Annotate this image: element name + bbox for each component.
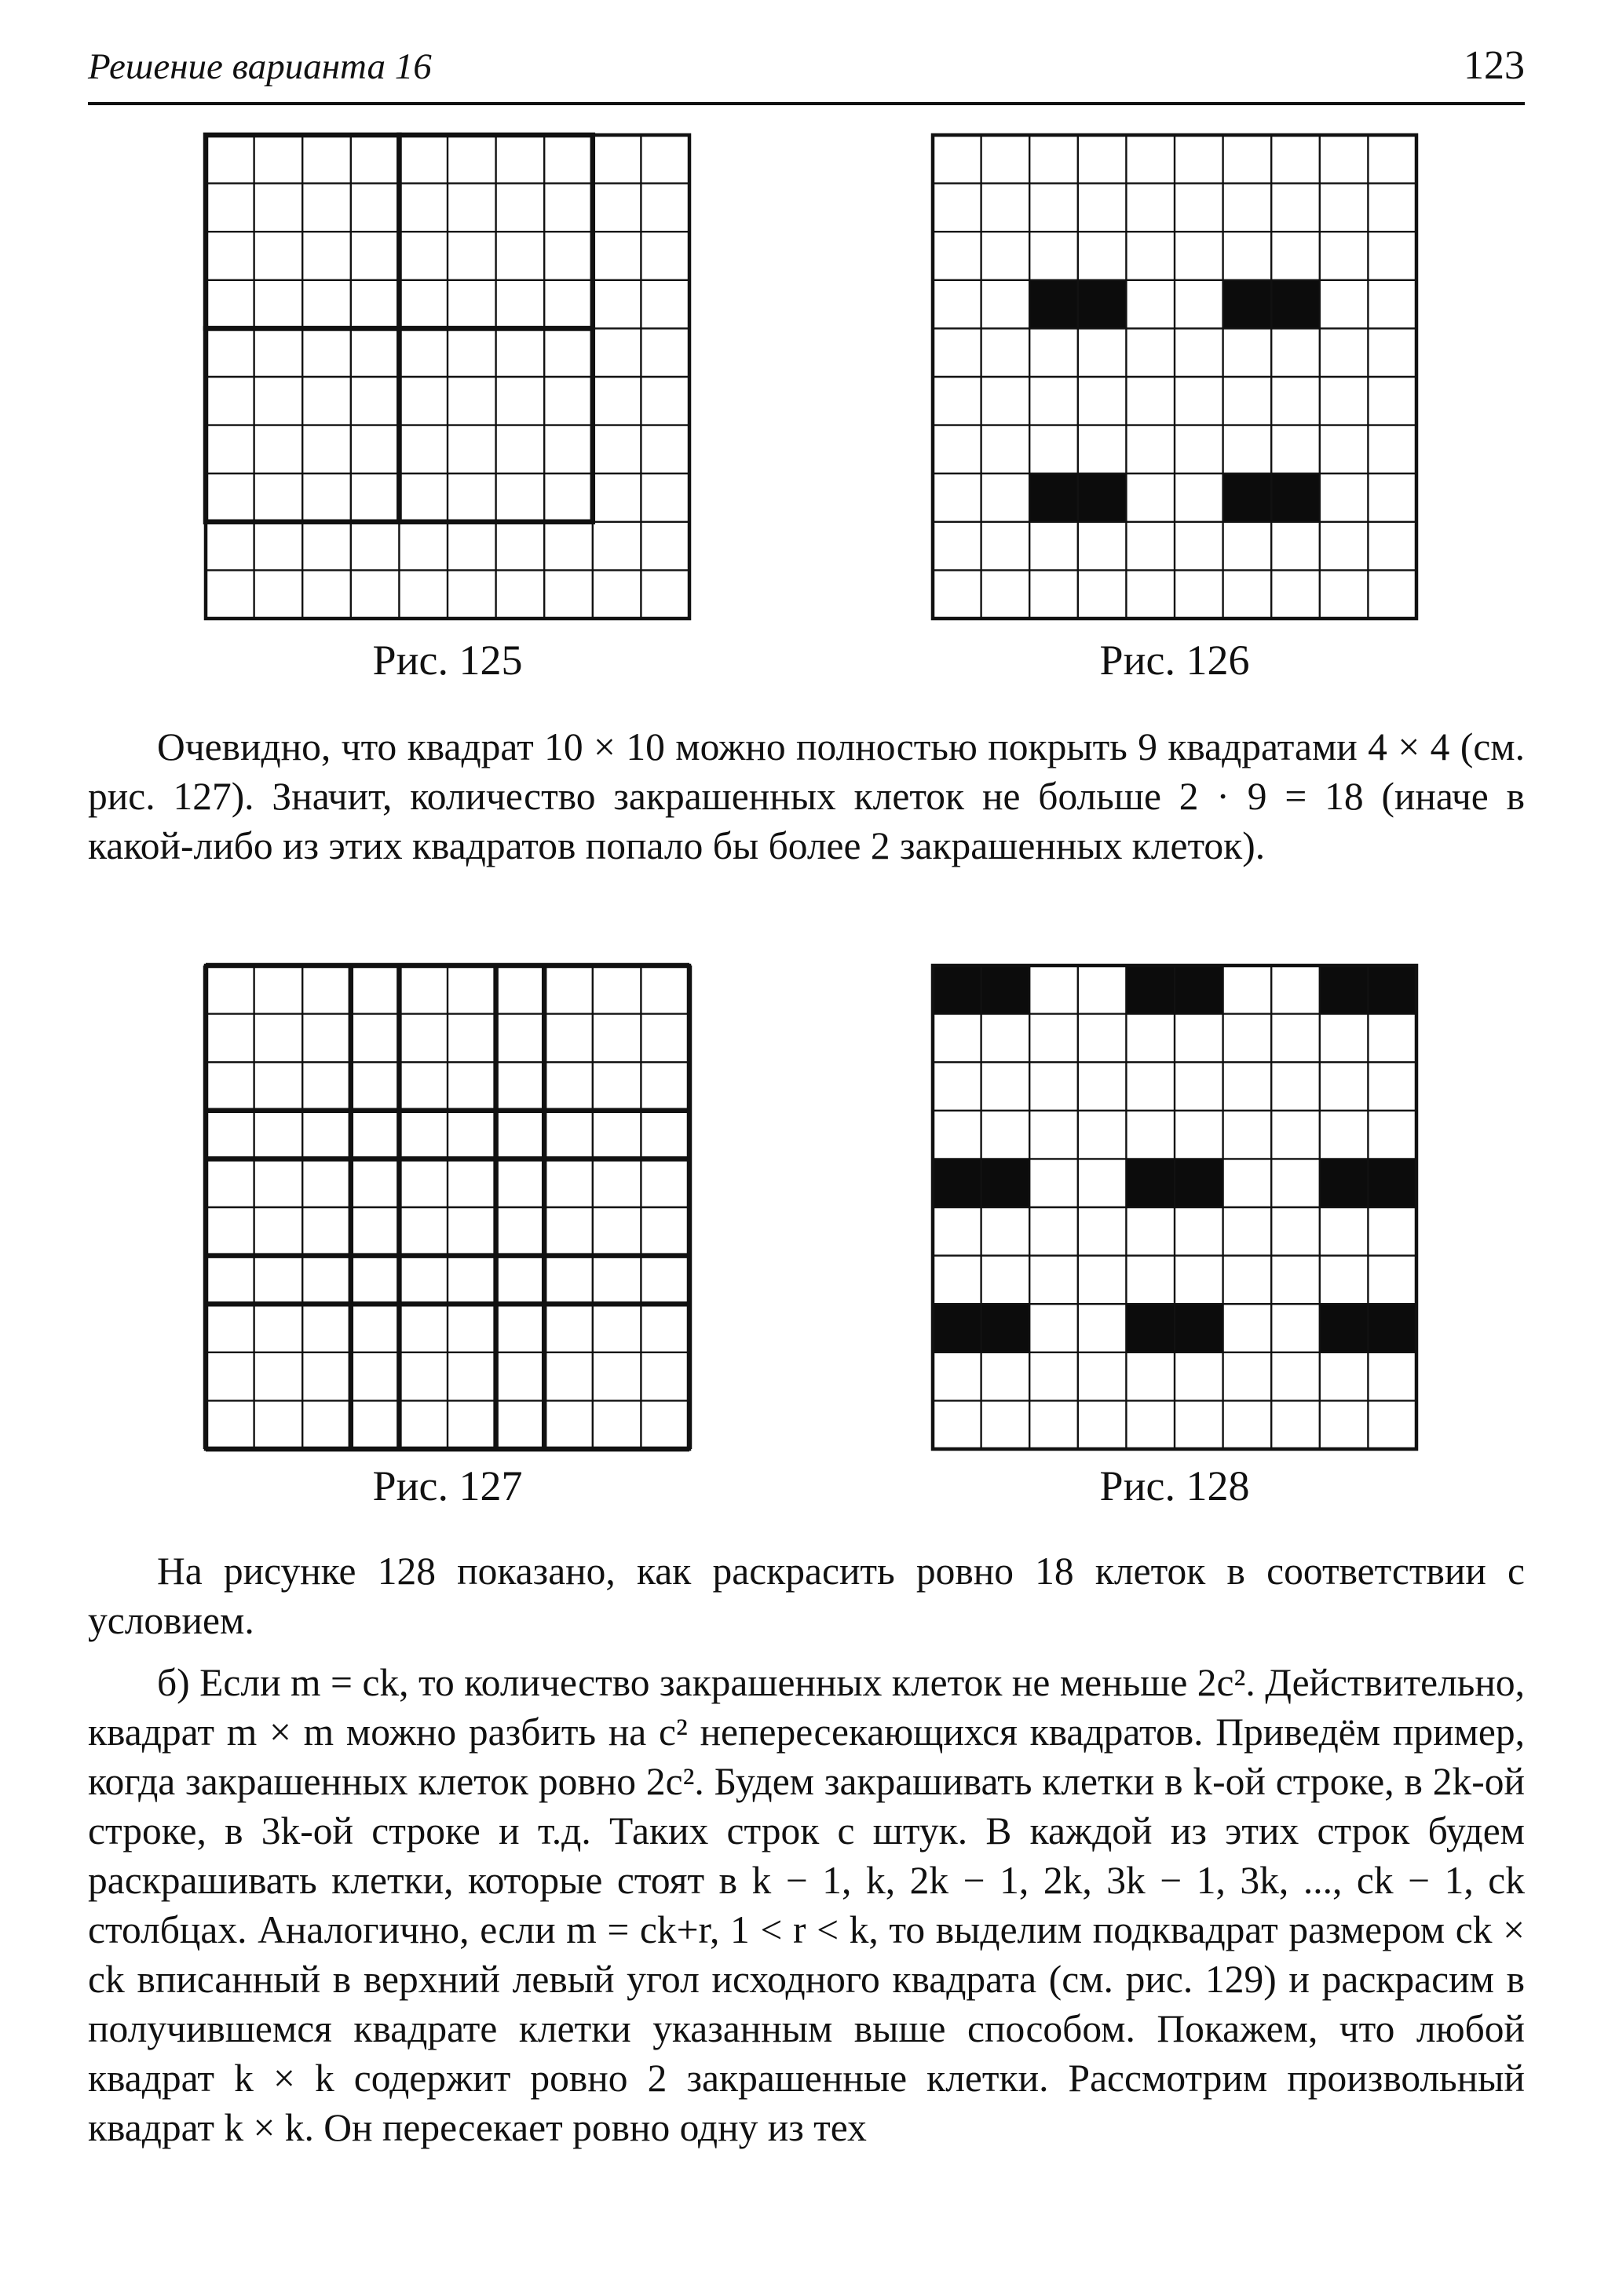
paragraph-1: Очевидно, что квадрат 10 × 10 можно полностью покрыть 9 квадратами 4 × 4 (см. рис. 127). Значит, количество закрашенных клеток не больше 2 · 9 = 18 (иначе в какой-либо из этих квадратов попало бы более 2 закрашенных клеток). [88, 725, 1525, 867]
shaded-cell [933, 965, 981, 1014]
figure-128 [930, 962, 1420, 1452]
shaded-cell [1223, 473, 1272, 522]
figure-125 [203, 132, 693, 622]
shaded-cell [1175, 1304, 1223, 1352]
page-header [88, 41, 1525, 105]
shaded-cell [981, 1304, 1030, 1352]
figure-127-caption: Рис. 127 [372, 1462, 523, 1509]
figure-126-caption: Рис. 126 [1099, 637, 1250, 684]
figure-127 [203, 962, 693, 1452]
shaded-cell [1271, 473, 1320, 522]
figure-126-grid [930, 132, 1420, 622]
shaded-cell [1223, 280, 1272, 329]
figure-126 [930, 132, 1420, 622]
shaded-cell [1078, 280, 1127, 329]
shaded-cell [1078, 473, 1127, 522]
shaded-cell [1368, 965, 1416, 1014]
figure-127-grid [203, 962, 693, 1452]
shaded-cell [1271, 280, 1320, 329]
shaded-cell [1126, 965, 1175, 1014]
shaded-cell [1368, 1304, 1416, 1352]
figure-125-grid [203, 132, 693, 622]
shaded-cell [1368, 1159, 1416, 1207]
shaded-cell [1175, 1159, 1223, 1207]
shaded-cell [1320, 1159, 1369, 1207]
shaded-cell [933, 1304, 981, 1352]
shaded-cell [1029, 280, 1078, 329]
figure-128-grid [930, 962, 1420, 1452]
shaded-cell [1126, 1304, 1175, 1352]
shaded-cell [1320, 1304, 1369, 1352]
figure-128-caption: Рис. 128 [1099, 1462, 1250, 1509]
shaded-cell [981, 965, 1030, 1014]
shaded-cell [1029, 473, 1078, 522]
figure-125-caption: Рис. 125 [372, 637, 523, 684]
paragraph-3: б) Если m = ck, то количество закрашенных клеток не меньше 2c². Действительно, квадрат m × m можно разбить на c² непересекающихся квадратов. Приведём пример, когда закрашенных клеток ровно 2c². Будем закрашивать клетки в k-ой строке, в 2k-ой строке, в 3k-ой строке и т.д. Таких строк c штук. В каждой из этих строк будем раскрашивать клетки, которые стоят в k − 1, k, 2k − 1, 2k, 3k − 1, 3k, ..., ck − 1, ck столбцах. Аналогично, если m = ck+r, 1 < r < k, то выделим подквадрат размером ck × ck вписанный в верхний левый угол исходного квадрата (см. рис. 129) и раскрасим в получившемся квадрате клетки указанным выше способом. Покажем, что любой квадрат k × k содержит ровно 2 закрашенные клетки. Рассмотрим произвольный квадрат k × k. Он пересекает ровно одну из тех [88, 1661, 1525, 2149]
shaded-cell [1126, 1159, 1175, 1207]
running-head: Решение варианта 16 [88, 46, 432, 87]
shaded-cell [1175, 965, 1223, 1014]
shaded-cell [933, 1159, 981, 1207]
paragraph-2: На рисунке 128 показано, как раскрасить ровно 18 клеток в соответствии с условием. [88, 1550, 1525, 1642]
page-number: 123 [1464, 43, 1525, 88]
shaded-cell [981, 1159, 1030, 1207]
shaded-cell [1320, 965, 1369, 1014]
